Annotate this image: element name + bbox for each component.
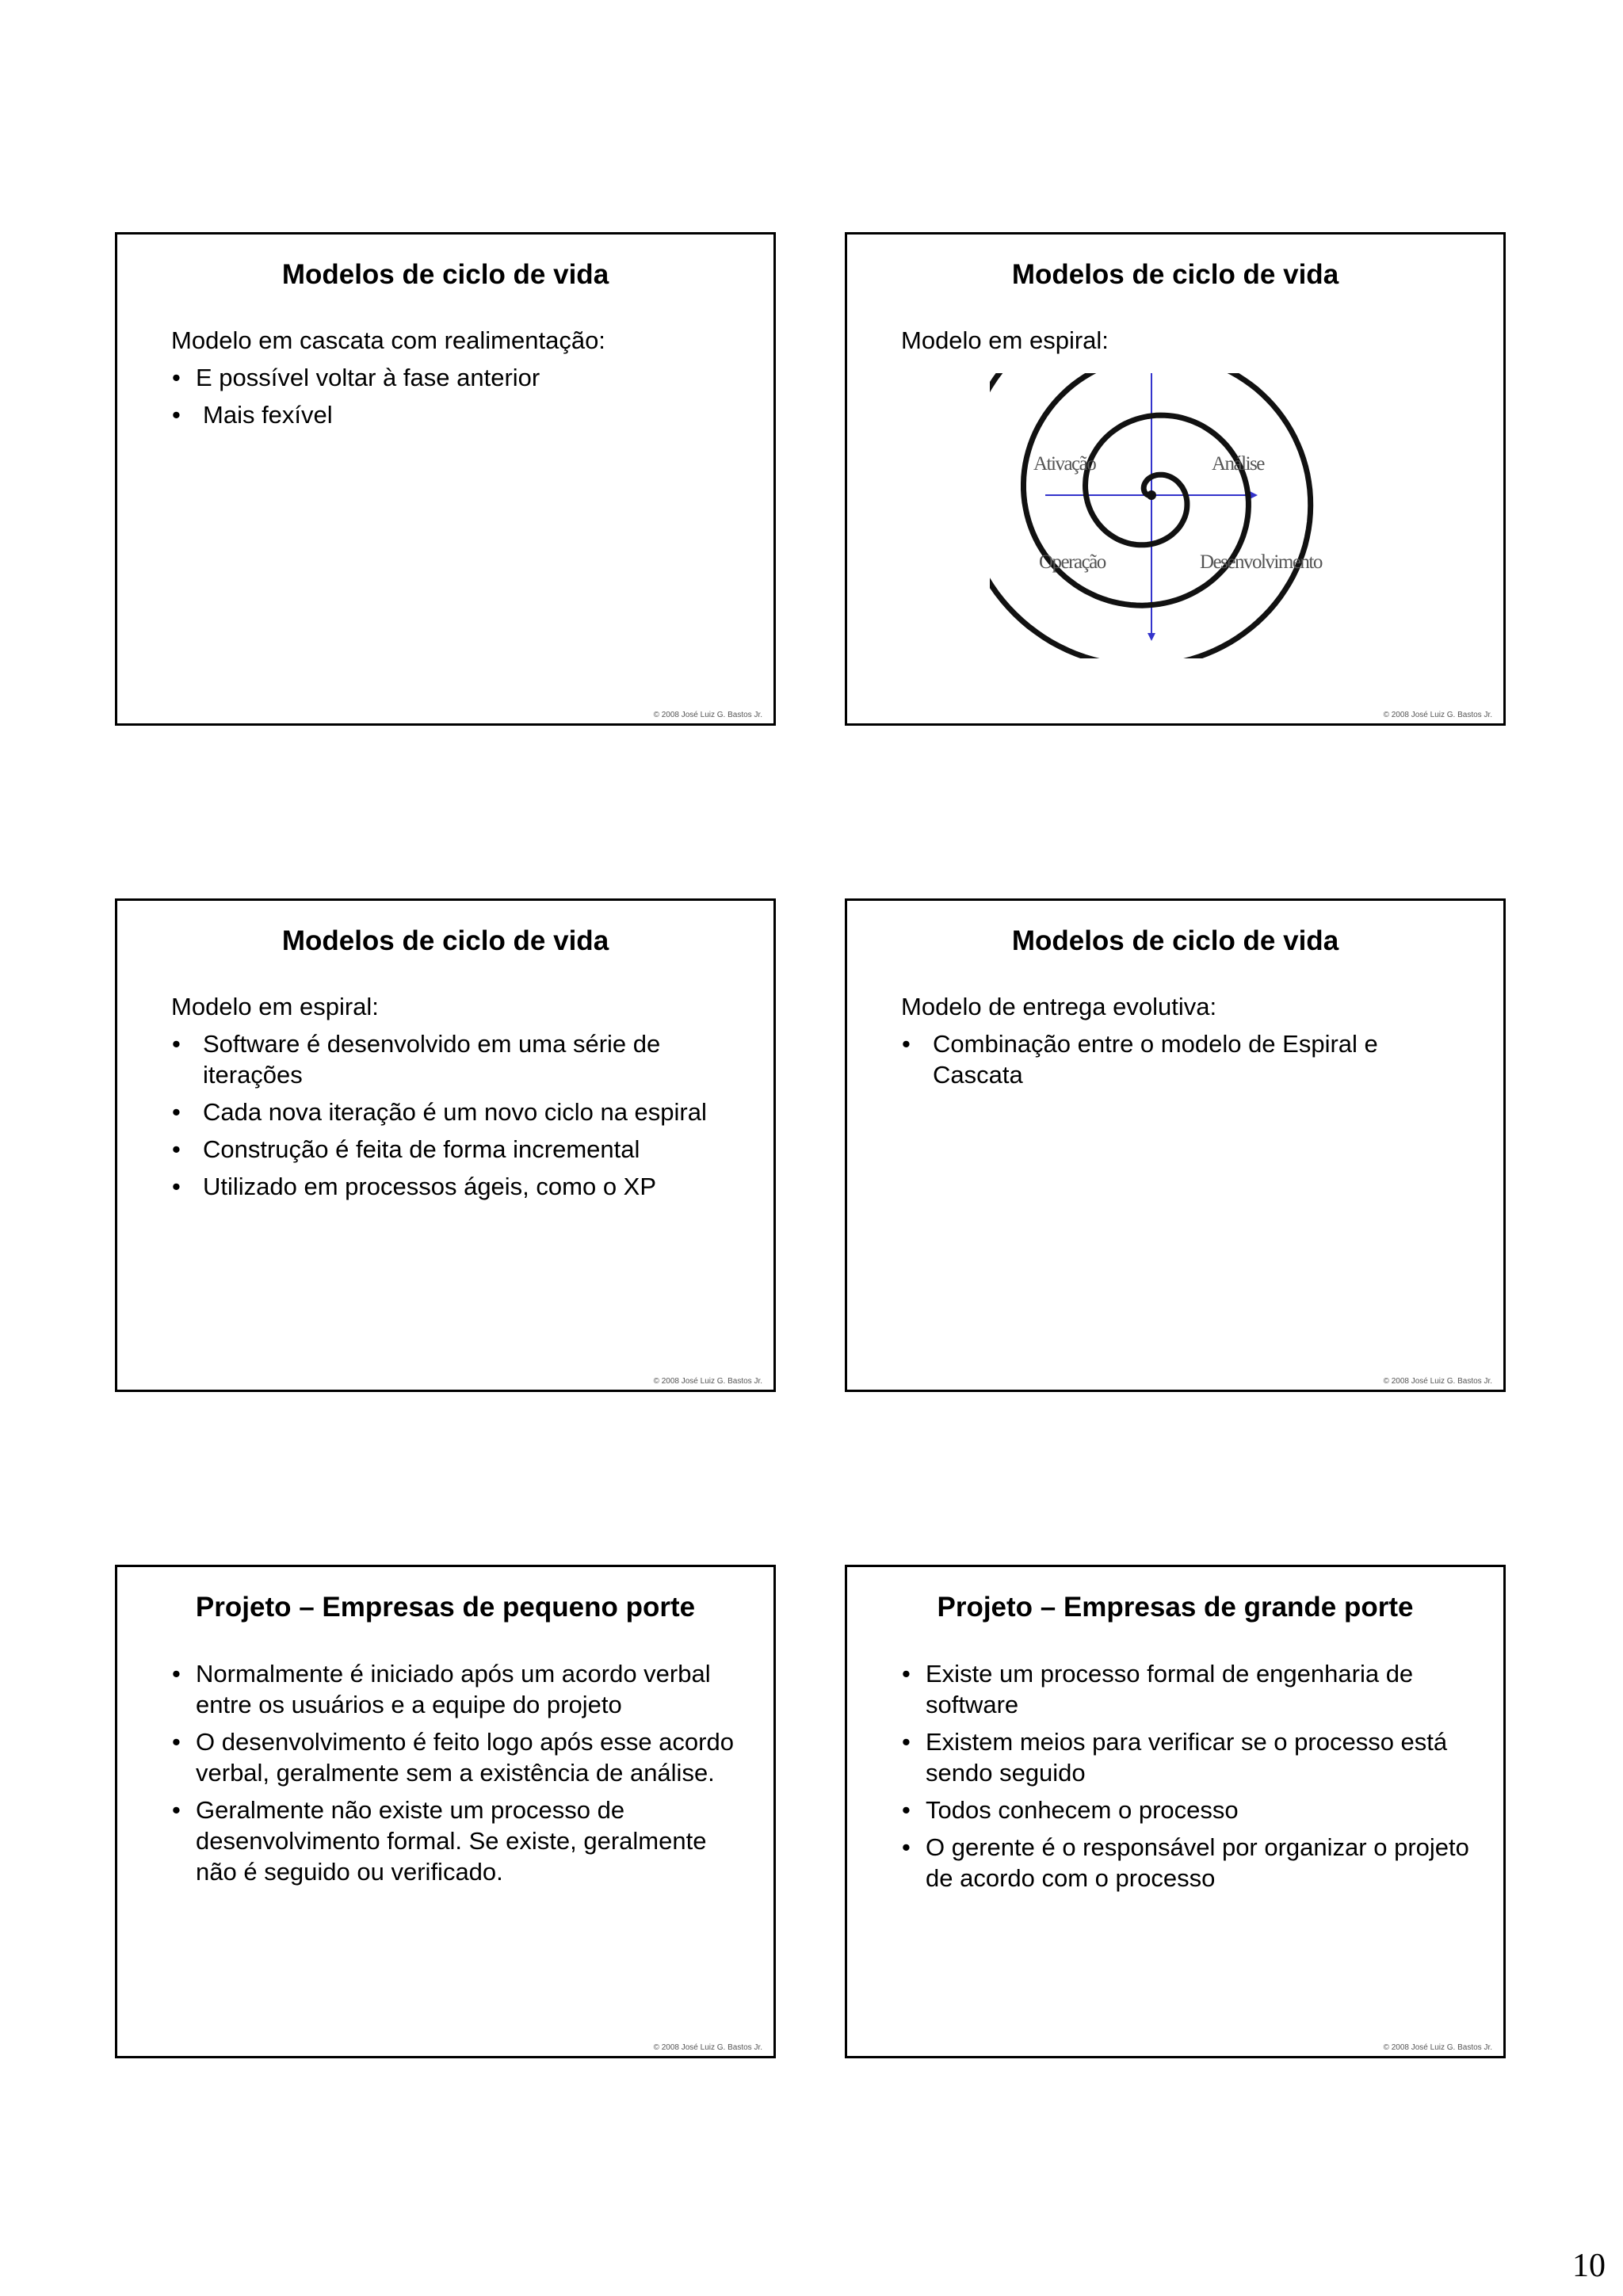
bullet-item: • Construção é feita de forma incremental xyxy=(171,1134,742,1165)
bullet-list xyxy=(171,1658,742,1887)
copyright-notice: © 2008 José Luiz G. Bastos Jr. xyxy=(1383,2043,1492,2052)
slide-5 xyxy=(115,1565,776,2058)
bullet-item: • Utilizado em processos ágeis, como o XP xyxy=(171,1171,742,1202)
bullet-list xyxy=(171,1028,742,1202)
bullet-list xyxy=(171,362,742,430)
bullet-list xyxy=(901,1028,1472,1090)
slide-body xyxy=(901,1658,1472,1900)
slide-4 xyxy=(845,898,1506,1392)
copyright-notice: © 2008 José Luiz G. Bastos Jr. xyxy=(653,1377,762,1386)
label-analise: Análise xyxy=(1212,453,1264,475)
copyright-notice: © 2008 José Luiz G. Bastos Jr. xyxy=(653,2043,762,2052)
slide-body xyxy=(171,1658,742,1894)
copyright-notice: © 2008 José Luiz G. Bastos Jr. xyxy=(1383,1377,1492,1386)
bullet-item: • Todos conhecem o processo xyxy=(901,1794,1472,1825)
copyright-notice: © 2008 José Luiz G. Bastos Jr. xyxy=(653,711,762,719)
spiral-center xyxy=(1147,490,1156,500)
vertical-axis-arrowhead xyxy=(1148,633,1155,641)
slide-body xyxy=(901,325,1472,362)
bullet-item: • Mais fexível xyxy=(171,399,742,430)
label-operacao: Operação xyxy=(1039,551,1106,573)
label-desenvolvimento: Desenvolvimento xyxy=(1200,551,1322,573)
bullet-item: • E possível voltar à fase anterior xyxy=(171,362,742,393)
slide-title: Projeto – Empresas de pequeno porte xyxy=(195,1592,696,1623)
slide-intro: Modelo em espiral: xyxy=(901,326,1109,354)
slide-3 xyxy=(115,898,776,1392)
slide-intro: Modelo em espiral: xyxy=(171,993,379,1020)
bullet-item: • Combinação entre o modelo de Espiral e Cascata xyxy=(901,1028,1472,1090)
slide-title: Modelos de ciclo de vida xyxy=(1011,259,1339,290)
slide-6 xyxy=(845,1565,1506,2058)
page-number: 10 xyxy=(1572,2248,1606,2284)
slide-body xyxy=(171,991,742,1208)
slide-title: Modelos de ciclo de vida xyxy=(281,925,609,956)
bullet-item: • O desenvolvimento é feito logo após esse acordo verbal, geralmente sem a existência de análise. xyxy=(171,1726,742,1788)
slide-1 xyxy=(115,232,776,726)
copyright-notice: © 2008 José Luiz G. Bastos Jr. xyxy=(1383,711,1492,719)
slide-body xyxy=(901,991,1472,1097)
bullet-list xyxy=(901,1658,1472,1894)
label-ativacao: Ativação xyxy=(1033,453,1096,475)
slide-2 xyxy=(845,232,1506,726)
bullet-item: • Existem meios para verificar se o processo está sendo seguido xyxy=(901,1726,1472,1788)
slide-title: Modelos de ciclo de vida xyxy=(1011,925,1339,956)
slide-title: Modelos de ciclo de vida xyxy=(281,259,609,290)
bullet-item: • Software é desenvolvido em uma série de iterações xyxy=(171,1028,742,1090)
slide-body xyxy=(171,325,742,437)
spiral-model-diagram xyxy=(990,373,1354,658)
slide-intro: Modelo de entrega evolutiva: xyxy=(901,993,1217,1020)
slide-intro: Modelo em cascata com realimentação: xyxy=(171,326,605,354)
bullet-item: • O gerente é o responsável por organizar o projeto de acordo com o processo xyxy=(901,1832,1472,1894)
spiral-curve xyxy=(990,373,1311,658)
bullet-item: • Existe um processo formal de engenharia de software xyxy=(901,1658,1472,1720)
bullet-item: • Cada nova iteração é um novo ciclo na espiral xyxy=(171,1097,742,1127)
slide-title: Projeto – Empresas de grande porte xyxy=(937,1592,1414,1623)
bullet-item: • Geralmente não existe um processo de desenvolvimento formal. Se existe, geralmente não é seguido ou verificado. xyxy=(171,1794,742,1887)
bullet-item: • Normalmente é iniciado após um acordo verbal entre os usuários e a equipe do projeto xyxy=(171,1658,742,1720)
